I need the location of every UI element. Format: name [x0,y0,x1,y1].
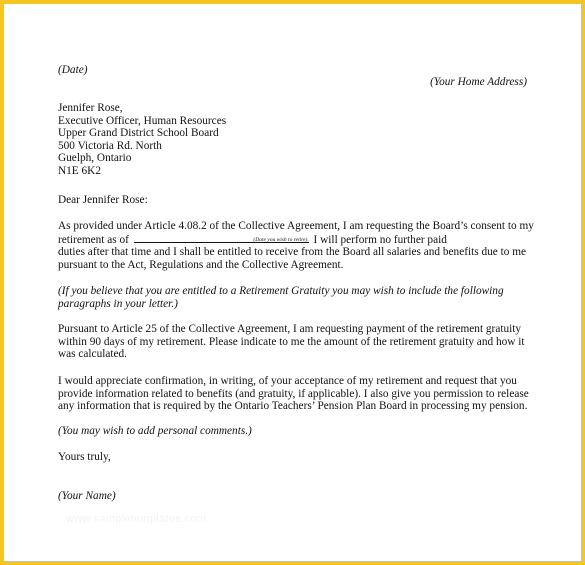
paragraph-line [58,233,526,247]
note-line: (If you believe that you are entitled to a Retirement Gratuity you may wish to include the following [58,285,504,297]
recipient-postal-code: N1E 6K2 [58,164,101,177]
paragraph-line: As provided under Article 4.08.2 of the Collective Agreement, I am requesting the Board’s consent to my [58,220,534,232]
recipient-street: 500 Victoria Rd. North [58,139,162,152]
recipient-city: Guelph, Ontario [58,152,132,165]
retirement-date-hint: (Date you wish to retire). [253,236,309,243]
paragraph-line: any information that is required by the Ontario Teachers’ Pension Plan Board in processing my pension. [58,400,528,413]
gratuity-request-paragraph [58,323,526,361]
salutation: Dear Jennifer Rose: [58,194,148,206]
note-line: paragraphs in your letter.) [58,297,178,310]
retirement-date-blank [134,233,309,243]
personal-comments-note: (You may wish to add personal comments.) [58,425,252,437]
confirmation-paragraph [58,375,529,413]
paragraph-line: I would appreciate confirmation, in writing, of your acceptance of my retirement and request that you [58,375,517,387]
home-address-placeholder: (Your Home Address) [430,76,527,88]
gratuity-instruction-note [58,285,526,310]
closing: Yours truly, [58,451,111,463]
paragraph-line: was calculated. [58,348,128,361]
retirement-as-of-label: retirement as of [58,233,129,246]
paragraph-line: pursuant to the Act, Regulations and the Collective Agreement. [58,258,344,271]
watermark: www.sampletemplates.com [66,513,207,525]
retirement-request-paragraph [58,220,534,271]
recipient-organization: Upper Grand District School Board [58,127,219,140]
paragraph-text: I will perform no further paid [313,233,447,246]
paragraph-line: duties after that time and I shall be entitled to receive from the Board all salaries and benefits due to me [58,246,527,259]
paragraph-line: Pursuant to Article 25 of the Collective Agreement, I am requesting payment of the retirement gratuity [58,323,522,335]
recipient-name: Jennifer Rose, [58,102,123,114]
signature-placeholder: (Your Name) [58,490,116,502]
paragraph-line: within 90 days of my retirement. Please indicate to me the amount of the retirement gratuity and how it [58,335,525,348]
paragraph-line: provide information related to benefits (and gratuity, if applicable). I also give you permission to release [58,387,529,400]
recipient-block [58,102,226,178]
recipient-title: Executive Officer, Human Resources [58,114,227,127]
date-placeholder: (Date) [58,64,88,76]
